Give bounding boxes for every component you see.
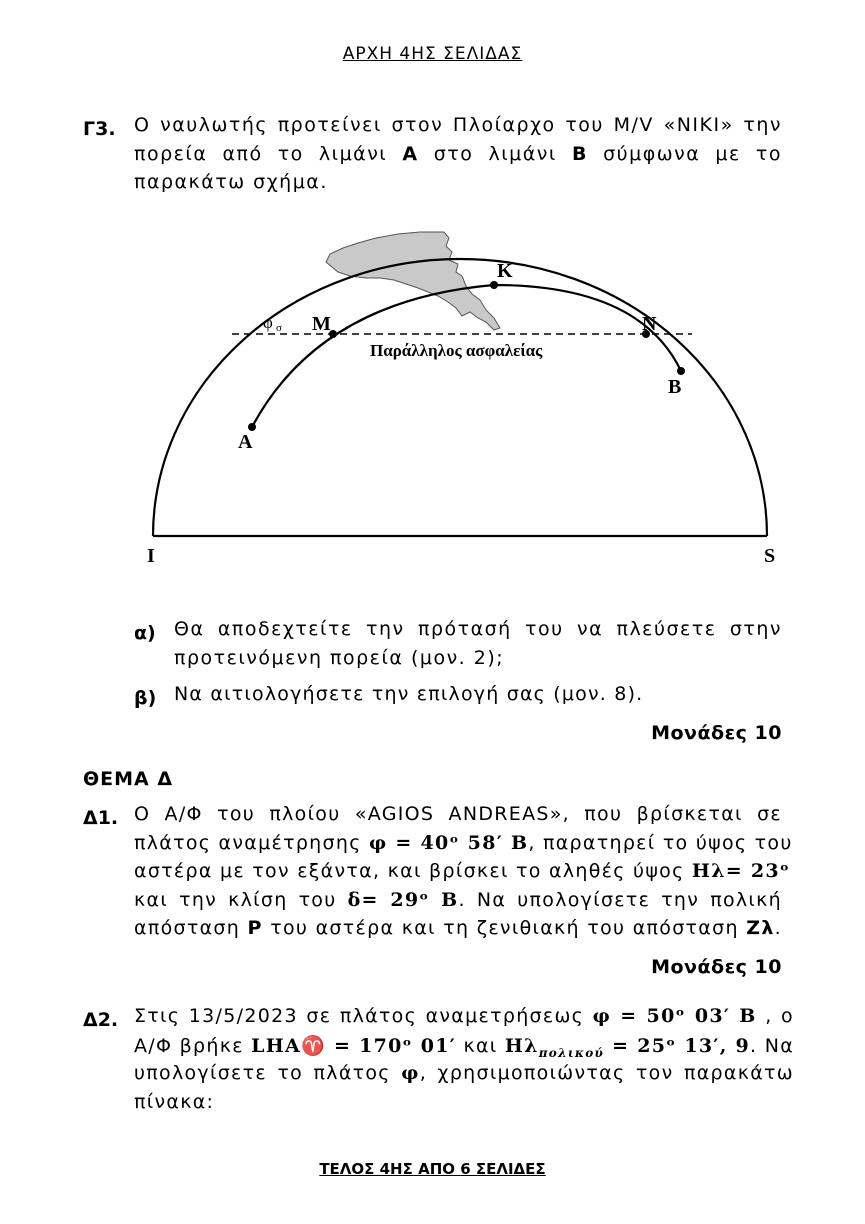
question-g3-text: Ο ναυλωτής προτείνει στον Πλοίαρχο του M/V «NIKI» την πορεία από το λιμάνι Α στο λιμάνι Β σύμφωνα με το παρακάτω σχήμα.: [134, 114, 782, 193]
label-phi-sub: σ: [276, 322, 282, 334]
sub-b-label: β): [134, 687, 157, 709]
label-m: M: [312, 313, 331, 335]
question-number-d2: Δ2.: [83, 1009, 119, 1031]
land-mass: [326, 232, 500, 330]
label-safety-parallel: Παράλληλος ασφαλείας: [370, 341, 543, 360]
question-number-g3: Γ3.: [83, 118, 116, 140]
sub-b-text: Να αιτιολογήσετε την επιλογή σας (μον. 8).: [174, 683, 644, 705]
page-footer: ΤΕΛΟΣ 4ΗΣ ΑΠΟ 6 ΣΕΛΙΔΕΣ: [319, 1160, 546, 1178]
question-number-d1: Δ1.: [83, 807, 119, 829]
label-i: I: [147, 545, 155, 567]
course-diagram: [130, 222, 800, 577]
d1-marks: Μονάδες 10: [651, 956, 782, 978]
point-k: [490, 281, 498, 289]
label-a: A: [238, 431, 253, 453]
point-a: [248, 423, 256, 431]
label-phi: φ: [263, 313, 273, 332]
label-k: K: [497, 260, 513, 282]
g3-marks: Μονάδες 10: [651, 722, 782, 744]
theme-title: ΘΕΜΑ Δ: [83, 768, 174, 790]
sub-a-label: α): [134, 622, 156, 644]
question-d2-text: Στις 13/5/2023 σε πλάτος αναμετρήσεως φ = 50ᵒ 03′ Β , ο Α/Φ βρήκε LHA♈ = 170ᵒ 01′ και $H\lambda_{\pi o\lambda\iota\kappa oύ}$ = 25ᵒ 13′, 9. Να υπολογίσετε το πλάτος φ, χρησιμοποιώντας τον παρακάτω πίνακα:: [134, 1005, 795, 1113]
point-b: [677, 367, 685, 375]
label-s: S: [764, 545, 776, 567]
label-n: N: [642, 313, 657, 335]
page-header: ΑΡΧΗ 4ΗΣ ΣΕΛΙΔΑΣ: [342, 44, 523, 64]
sub-a-text: Θα αποδεχτείτε την πρότασή του να πλεύσετε στην προτεινόμενη πορεία (μον. 2);: [174, 618, 782, 669]
question-d1-text: Ο Α/Φ του πλοίου «AGIOS ANDREAS», που βρίσκεται σε πλάτος αναμέτρησης φ = 40ᵒ 58′ Β, παρατηρεί το ύψος του αστέρα με τον εξάντα, και βρίσκει το αληθές ύψος Ηλ= 23ᵒ και την κλίση του δ= 29ᵒ Β. Να υπολογίσετε την πολική απόσταση Ρ του αστέρα και τη ζενιθιακή του απόσταση Ζλ.: [134, 803, 793, 939]
label-b: B: [668, 376, 682, 398]
